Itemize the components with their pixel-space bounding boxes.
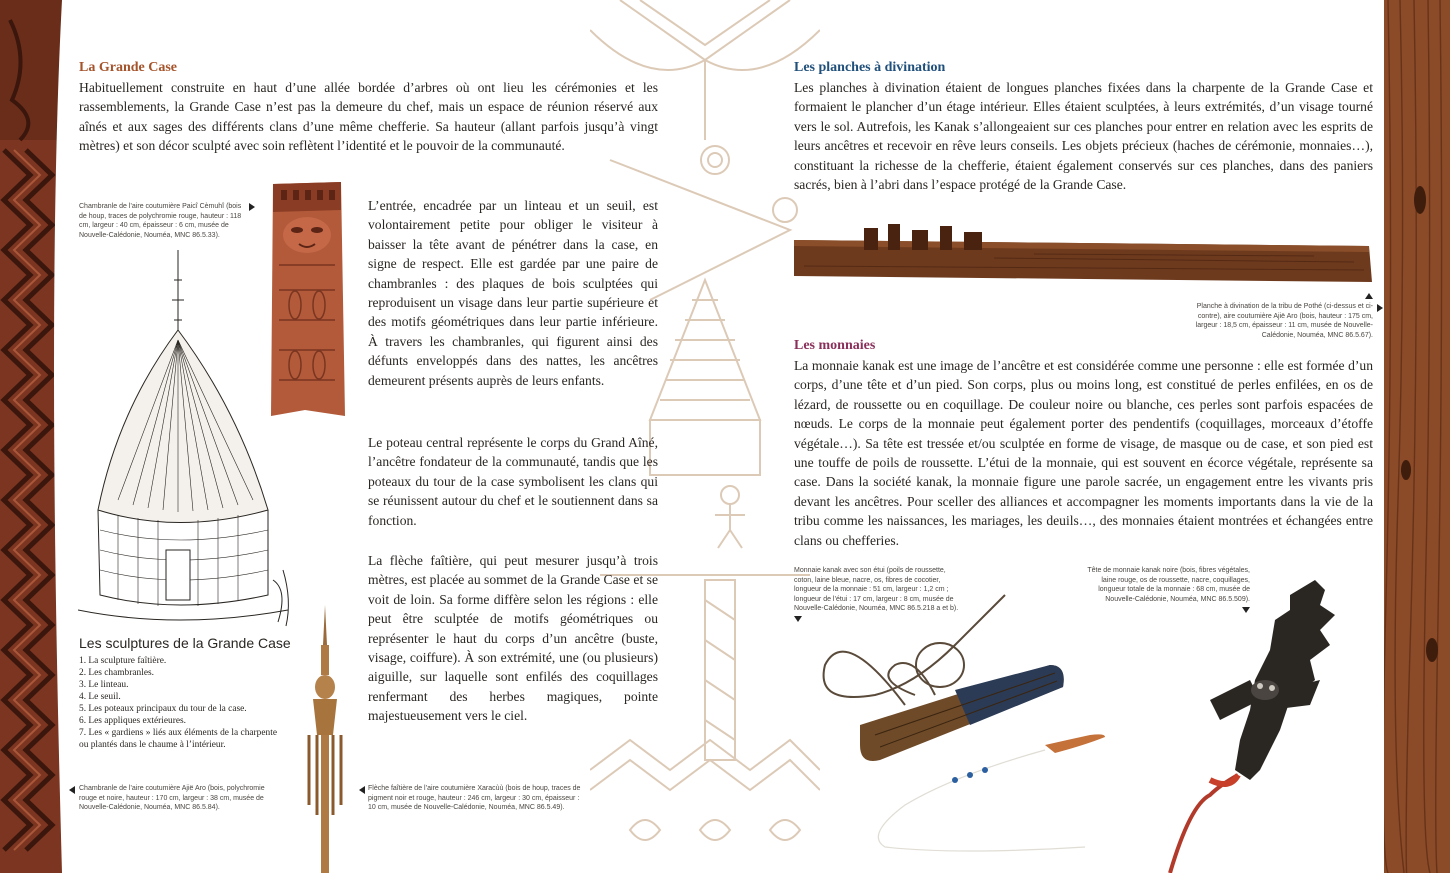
- list-item: 5. Les poteaux principaux du tour de la case.: [79, 704, 247, 714]
- list-item: 3. Le linteau.: [79, 680, 129, 690]
- paragraph-fleche-faitiere: La flèche faîtière, qui peut mesurer jusqu’à trois mètres, est placée au sommet de la Grande Case et se voit de loin. Sa forme diffère selon les régions : elle peut être sculptée de motifs géométriques ou représenter le haut du corps d’un ancêtre (buste, visage, coiffure). À son extrémité, une (ou plusieurs) aiguille, sur laquelle sont enfilés des coquillages renfermant des herbes magiques, pointe majestueusement vers le ciel.: [368, 553, 658, 724]
- carved-wood-panel-left: [0, 0, 68, 873]
- caption-monnaie-etui: Monnaie kanak avec son étui (poils de roussette, coton, laine bleue, nacre, os, fibres de cocotier, longueur de la monnaie : 51 cm, largeur : 1,2 cm ; longueur de l’étui : 17 cm, largeur : 8 cm, musée de Nouvelle-Calédonie, Nouméa, MNC 86.5.218 a et b).: [794, 567, 959, 613]
- list-item: 4. Le seuil.: [79, 692, 121, 702]
- caption-tete-monnaie: Tête de monnaie kanak noire (bois, fibres végétales, laine rouge, os de roussette, nacre, coquillages, longueur totale de la monnaie : 68 cm, musée de Nouvelle-Calédonie, Nouméa, MNC 86.5.509).: [1087, 567, 1250, 603]
- monnaies-paragraph: La monnaie kanak est une image de l’ancêtre et est considérée comme une personne : elle est formée d’un corps, d’une tête et d’un pied. Son corps, plus ou moins long, est constitué de perles enfilées, en os de lézard, de roussette ou en coquillage. De couleur noire ou blanche, ces perles sont parfois espacées de nœuds. Le corps de la monnaie peut également porter des pendentifs (coquillages, morceaux d’étoffe végétale…). Sa tête est tressée et/ou sculptée en forme de visage, de masque ou de case, et son pied est une touffe de poils de roussette. L’étui de la monnaie, qui est souvent en écorce végétale, représente sa case. Dans la société kanak, la monnaie figure une parole sacrée, un engagement entre les vivants pris devant les ancêtres. Pour sceller des alliances et accompagner les moments importants dans la vie de la tribu comme les naissances, les mariages, les deuils…, des monnaies étaient montrées et échangées entre clans ou chefferies.: [794, 358, 1373, 548]
- caption-chambranle-paici: Chambranle de l’aire coutumière Paicî Cèmuhî (bois de houp, traces de polychromie rouge, hauteur : 118 cm, largeur : 40 cm, épaisseur : 6 cm, musée de Nouvelle-Calédonie, Nouméa, MNC 86.5.33).: [79, 203, 242, 239]
- section-title-grande-case: La Grande Case: [79, 60, 177, 75]
- list-item: 7. Les « gardiens » liés aux éléments de la charpente ou plantés dans le chaume à l’intérieur.: [79, 728, 277, 750]
- pointer-up-icon: [1365, 293, 1373, 299]
- sculptures-list: [79, 655, 277, 751]
- fleche-faitiere-image: [295, 605, 355, 873]
- pointer-left-icon: [69, 786, 75, 794]
- paragraph-entree: L’entrée, encadrée par un linteau et un seuil, est volontairement petite pour obliger le visiteur à baisser la tête avant de pénétrer dans la case, en signe de respect. Elle est gardée par une paire de chambranles : des plaques de bois sculptées qui reproduisent un visage dans leur partie supérieure et des motifs géométriques dans leur partie inférieure. À travers les chambranles, qui figurent ainsi des défunts enveloppés dans des nattes, les ancêtres demeurent présents auprès de leurs enfants.: [368, 198, 658, 388]
- grande-case-drawing: [78, 250, 293, 630]
- caption-planche-divination: Planche à divination de la tribu de Pothé (ci-dessus et ci-contre), aire coutumière Ajië Aro (bois, hauteur : 175 cm, largeur : 18,5 cm, épaisseur : 11 cm, musée de Nouvelle-Calédonie, Nouméa, MNC 86.5.67).: [1195, 303, 1373, 339]
- tete-monnaie-image: [1150, 570, 1365, 873]
- caption-fleche-faitiere: Flèche faîtière de l’aire coutumière Xaracùù (bois de houp, traces de pigment noir et rouge, hauteur : 246 cm, largeur : 30 cm, épaisseur : 10 cm, musée de Nouvelle-Calédonie, Nouméa, MNC 86.5.49).: [368, 785, 581, 812]
- sculptures-title: Les sculptures de la Grande Case: [79, 635, 291, 651]
- wood-post-right: [1380, 0, 1450, 873]
- list-item: 2. Les chambranles.: [79, 668, 154, 678]
- planche-divination-image: [794, 218, 1374, 290]
- planches-paragraph: Les planches à divination étaient de longues planches fixées dans la charpente de la Grande Case et formaient le plancher d’un étage intérieur. Elles étaient sculptées, à leurs extrémités, d’un visage tourné vers le sol. Autrefois, les Kanak s’allongeaient sur ces planches pour entrer en relation avec les esprits de leurs ancêtres et recevoir en rêve leurs conseils. Les objets précieux (haches de cérémonie, monnaies…), constituant la richesse de la chefferie, étaient également conservés sur ces planches, dans des paniers sacrés, bien à l’abri dans l’espace protégé de la Grande Case.: [794, 80, 1373, 193]
- list-item: 1. La sculpture faîtière.: [79, 656, 167, 666]
- list-item: 6. Les appliques extérieures.: [79, 716, 186, 726]
- pointer-down-icon: [794, 616, 802, 622]
- pointer-right-icon: [249, 203, 255, 211]
- section-title-monnaies: Les monnaies: [794, 338, 876, 353]
- pointer-right-icon: [1377, 304, 1383, 312]
- pointer-left-icon: [359, 786, 365, 794]
- paragraph-poteau-central: Le poteau central représente le corps du Grand Aîné, l’ancêtre fondateur de la communauté, tandis que les poteaux du tour de la case symbolisent les clans qui se réunissent autour du chef et le soutiennent dans sa fonction.: [368, 435, 658, 528]
- caption-chambranle-ajie: Chambranle de l’aire coutumière Ajië Aro (bois, polychromie rouge et noire, hauteur : 170 cm, largeur : 38 cm, musée de Nouvelle-Calédonie, Nouméa, MNC 86.5.84).: [79, 785, 265, 812]
- monnaie-etui-image: [805, 585, 1115, 860]
- intro-paragraph: Habituellement construite en haut d’une allée bordée d’arbres où ont lieu les cérémonies et les rassemblements, la Grande Case n’est pas la demeure du chef, mais un espace de réunion réservé aux aînés et aux sages des différents clans d’une même chefferie. Sa hauteur (allant parfois jusqu’à vingt mètres) et son décor sculpté avec soin reflètent l’identité et le pouvoir de la communauté.: [79, 80, 658, 154]
- section-title-planches: Les planches à divination: [794, 60, 946, 75]
